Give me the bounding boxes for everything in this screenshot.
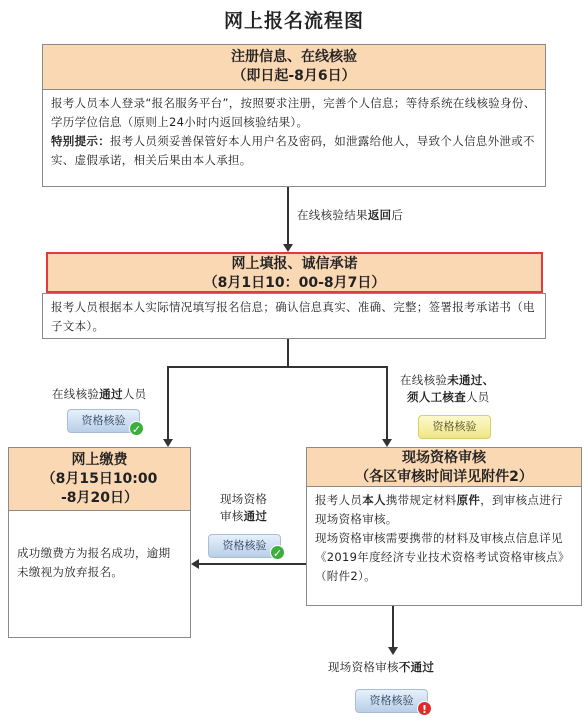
mid-branch-label-line1: 现场资格	[220, 492, 268, 506]
qualification-check-button-manual[interactable]: 资格核验	[418, 415, 491, 439]
step2-title: 网上填报、诚信承诺	[231, 256, 358, 272]
arrowhead	[388, 647, 398, 655]
step4-title: 现场资格审核	[402, 450, 486, 466]
step1-body	[42, 89, 546, 187]
connector-right-down	[386, 366, 388, 440]
arrowhead	[163, 439, 173, 447]
step4-p1-bold2: 原件	[456, 493, 481, 507]
step1-header	[42, 44, 546, 90]
arrow1-label	[297, 207, 403, 224]
step1-paragraph1: 报考人员本人登录“报名服务平台”，按照要求注册，完善个人信息；等待系统在线核验身份、学历学位信息（原则上24小时内返回核验结果）。	[51, 96, 536, 129]
right-branch-label	[400, 372, 494, 406]
connector-horizontal	[167, 366, 387, 368]
step4-paragraph2: 现场资格审核需要携带的材料及审核点信息详见《2019年度经济专业技术资格考试资格审核点》（附件2）。	[315, 531, 570, 583]
qualification-check-button-fail[interactable]: 资格核验	[355, 689, 428, 713]
step3-line2: -8月20日）	[60, 490, 139, 506]
left-branch-label-pre: 在线核验	[52, 387, 100, 401]
step1-title: 注册信息、在线核验	[231, 49, 357, 65]
right-branch-label-line1	[400, 372, 494, 389]
mid-branch-label-pre: 审核	[220, 509, 244, 523]
exclamation-icon: !	[417, 701, 432, 716]
right-branch-label-bold2: 须人工核查	[407, 390, 466, 404]
step3-body	[8, 510, 191, 638]
right-branch-label-pre: 在线核验	[400, 373, 448, 387]
checkmark-icon: ✓	[129, 421, 144, 436]
mid-branch-label-line2	[220, 508, 267, 525]
right-branch-label-post: 人员	[466, 390, 490, 404]
step3-line1: （8月15日10:00	[41, 471, 158, 487]
qualification-check-button-onsite[interactable]: 资格核验	[208, 534, 281, 558]
arrow1-label-bold: 返回	[367, 208, 392, 222]
right-branch-label-bold: 未通过、	[447, 373, 495, 387]
step4-header	[306, 447, 582, 487]
connector-step4-step3	[199, 563, 306, 565]
step4-subtitle: （各区审核时间详见附件2）	[355, 469, 533, 485]
step1-notice-text: 报考人员须妥善保管好本人用户名及密码，如泄露给他人，导致个人信息外泄或不实、虚假承诺，相关后果由本人承担。	[51, 134, 535, 167]
step3-header	[8, 447, 191, 511]
step1-paragraph2	[51, 132, 537, 170]
checkmark-icon: ✓	[270, 545, 285, 560]
mid-branch-label-bold: 通过	[243, 509, 268, 523]
step2-body	[42, 293, 546, 339]
step3-title: 网上缴费	[71, 452, 128, 468]
left-branch-label-post: 人员	[122, 387, 147, 401]
left-branch-label-bold: 通过	[99, 387, 123, 401]
step2-paragraph1: 报考人员根据本人实际情况填写报名信息；确认信息真实、准确、完整；签署报考承诺书（电子文本）。	[51, 300, 535, 333]
bottom-branch-label	[328, 659, 434, 676]
arrow1-label-post: 后	[391, 208, 404, 222]
connector-step1-step2	[287, 187, 289, 245]
step4-p1-mid: 携带规定材料	[385, 493, 457, 507]
step2-subtitle: （8月1日10：00-8月7日）	[203, 275, 386, 291]
step4-p1-bold1: 本人	[362, 493, 386, 507]
step2-header	[46, 252, 543, 293]
mid-branch-label	[220, 491, 267, 525]
step4-p1-pre: 报考人员	[315, 493, 363, 507]
arrowhead-left	[191, 559, 199, 569]
step4-p1-post: ，到审核点进行现场资格审核。	[315, 493, 563, 526]
arrow1-label-pre: 在线核验结果	[297, 208, 368, 222]
step4-body	[306, 486, 582, 606]
step1-subtitle: （即日起-8月6日）	[232, 68, 356, 84]
connector-left-down	[167, 366, 169, 440]
qualification-check-button-left[interactable]: 资格核验	[67, 409, 140, 433]
arrowhead	[382, 439, 392, 447]
arrowhead	[283, 244, 293, 252]
step4-paragraph1	[315, 491, 573, 529]
right-branch-label-line2	[400, 389, 494, 406]
step3-paragraph1: 成功缴费方为报名成功，逾期未缴视为放弃报名。	[17, 546, 171, 579]
page-title: 网上报名流程图	[223, 10, 364, 32]
connector-step2-split	[287, 339, 289, 367]
bottom-branch-label-pre: 现场资格审核	[328, 660, 399, 674]
step1-notice-label: 特别提示：	[51, 134, 110, 148]
bottom-branch-label-bold: 不通过	[398, 660, 435, 674]
left-branch-label	[52, 386, 146, 403]
connector-step4-bottom	[392, 606, 394, 648]
